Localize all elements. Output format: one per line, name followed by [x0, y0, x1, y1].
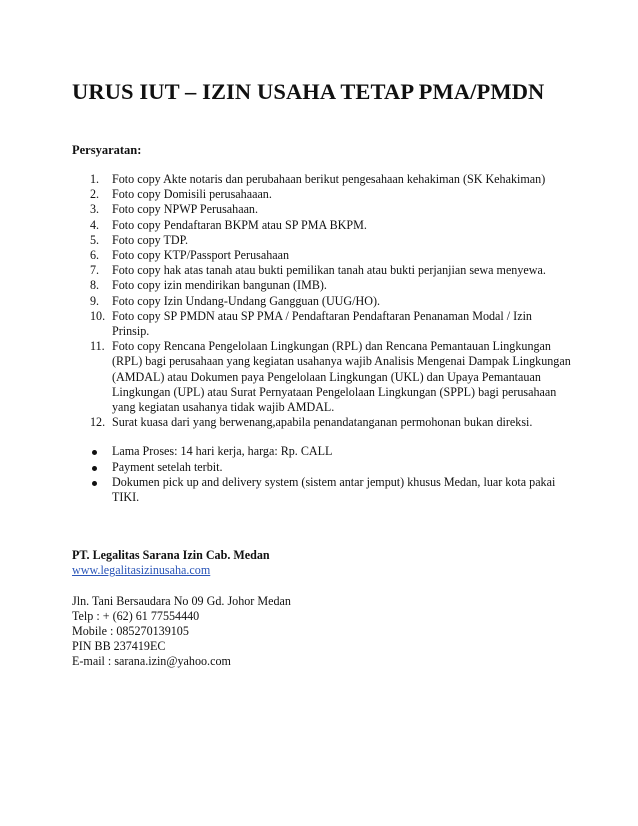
list-item: 2. Foto copy Domisili perusahaaan. [90, 187, 272, 202]
bullet-icon [92, 450, 97, 455]
list-item: 11. Foto copy Rencana Pengelolaan Lingkungan (RPL) dan Rencana Pemantauan Lingkungan (RPL) bagi perusahaan yang kegiatan usahanya wajib Analisis Mengenai Dampak Lingkungan (AMDAL) atau Dokumen paya Pengelolaan Lingkungan (UKL) dan Upaya Pemantauan Lingkungan (UPL) atau Surat Pernyataan Pengelolaan Lingkungan (SPPL) bagi perusahaan yang kegiatan usahanya tidak wajib AMDAL. [90, 339, 571, 415]
list-item: 10. Foto copy SP PMDN atau SP PMA / Pendaftaran Pendaftaran Penanaman Modal / Izin Prinsip. [90, 308, 532, 339]
list-item: 12. Surat kuasa dari yang berwenang,apabila penandatanganan permohonan bukan direksi. [90, 415, 533, 430]
page-title: URUS IUT – IZIN USAHA TETAP PMA/PMDN [72, 79, 545, 104]
list-item: Payment setelah terbit. [72, 460, 572, 475]
document-page [72, 78, 572, 670]
bullet-icon [92, 466, 97, 471]
list-item: Lama Proses: 14 hari kerja, harga: Rp. CALL [72, 444, 572, 459]
list-item: 8. Foto copy izin mendirikan bangunan (IMB). [90, 278, 327, 293]
address: Jln. Tani Bersaudara No 09 Gd. Johor Medan [72, 593, 291, 608]
phone: Telp : + (62) 61 77554440 [72, 608, 200, 623]
list-item: 1. Foto copy Akte notaris dan perubahaan berikut pengesahaan kehakiman (SK Kehakiman) [90, 172, 546, 186]
website-link[interactable]: www.legalitasizinusaha.com [72, 563, 211, 578]
list-item: 6. Foto copy KTP/Passport Perusahaan [90, 248, 290, 263]
list-item: Dokumen pick up and delivery system (sistem antar jemput) khusus Medan, luar kota pakai TIKI. [72, 475, 572, 505]
list-item: 9. Foto copy Izin Undang-Undang Gangguan (UUG/HO). [90, 293, 381, 308]
list-item: 7. Foto copy hak atas tanah atau bukti pemilikan tanah atau bukti perjanjian sewa menyewa. [90, 263, 546, 278]
list-item: 4. Foto copy Pendaftaran BKPM atau SP PMA BKPM. [90, 217, 367, 232]
notes-list [72, 444, 572, 505]
company-name: PT. Legalitas Sarana Izin Cab. Medan [72, 548, 270, 563]
list-item: 5. Foto copy TDP. [90, 232, 189, 247]
requirements-label: Persyaratan: [72, 143, 142, 157]
email: E-mail : sarana.izin@yahoo.com [72, 654, 231, 669]
contact-block [72, 548, 572, 669]
bullet-icon [92, 481, 97, 486]
pin-bb: PIN BB 237419EC [72, 639, 166, 654]
requirements-list [72, 172, 572, 430]
list-item: 3. Foto copy NPWP Perusahaan. [90, 202, 259, 217]
mobile: Mobile : 085270139105 [72, 624, 189, 639]
